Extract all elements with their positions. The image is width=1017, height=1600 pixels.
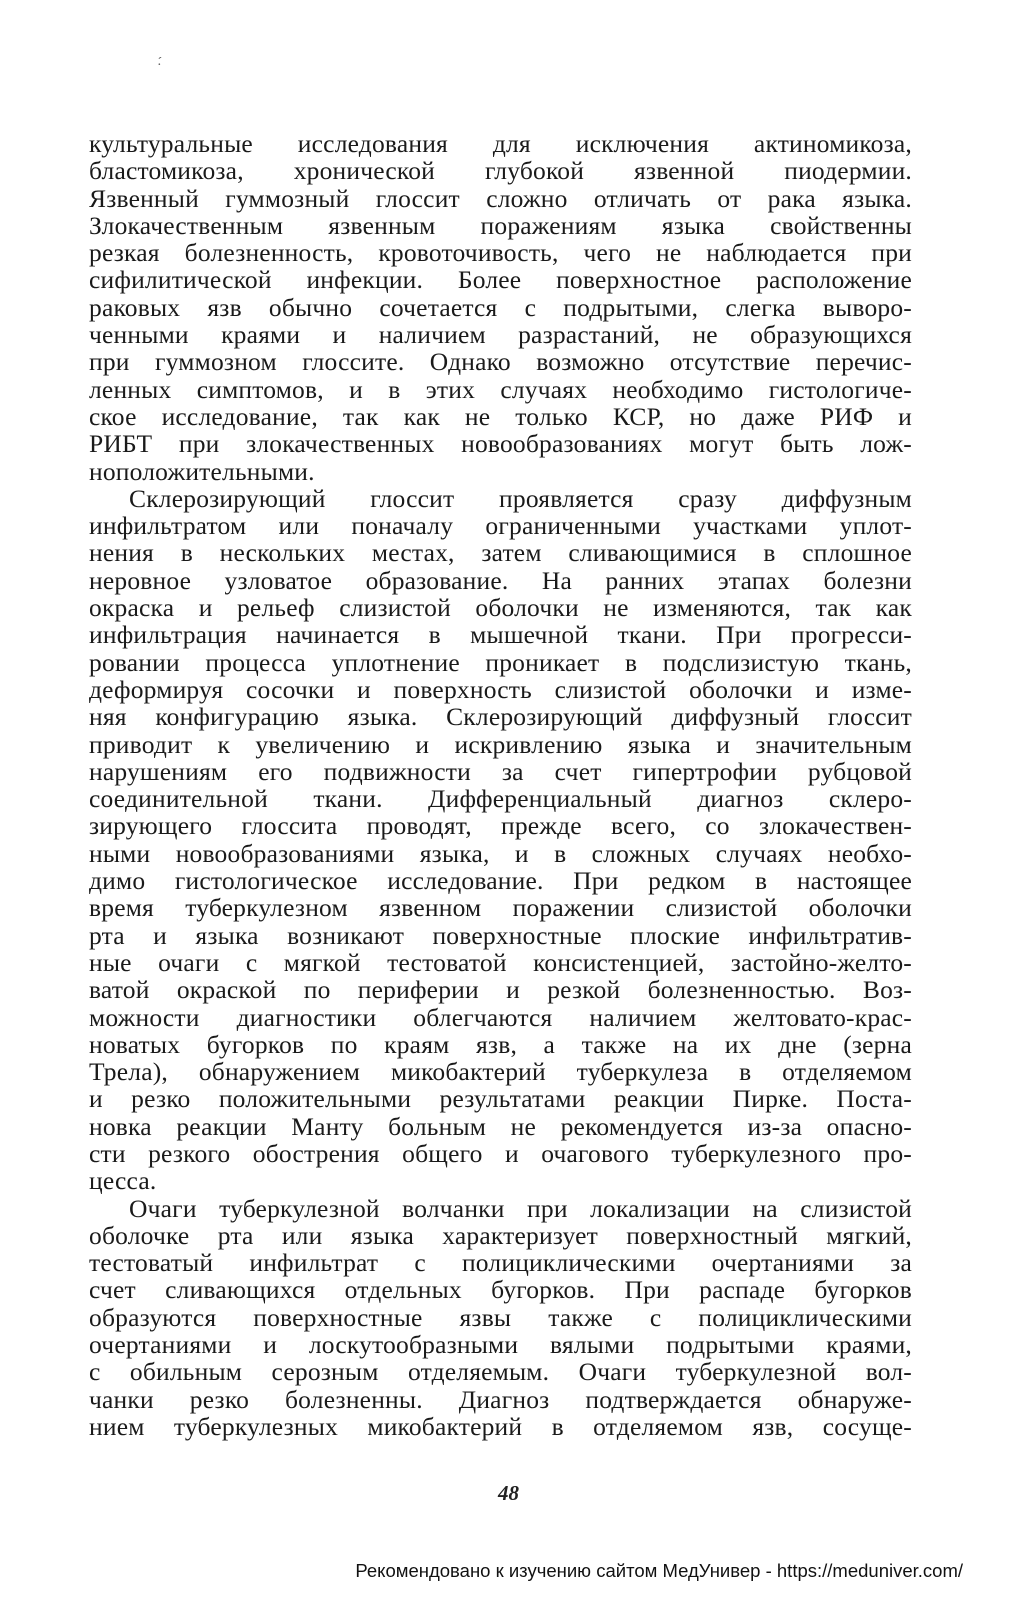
text-line: рта и языка возникают поверхностные плоские инфильтратив- (89, 920, 912, 950)
text-line: чанки резко болезненны. Диагноз подтверждается обнаруже- (89, 1384, 912, 1414)
text-line: бластомикоза, хронической глубокой язвенной пиодермии. (89, 156, 912, 186)
text-line: ватой окраской по периферии и резкой болезненностью. Воз- (89, 975, 912, 1005)
text-line: можности диагностики облегчаются наличием желтовато-крас- (89, 1002, 912, 1032)
text-line: тестоватый инфильтрат с полициклическими очертаниями за (89, 1248, 912, 1278)
text-line: Склерозирующий глоссит проявляется сразу диффузным (129, 483, 912, 513)
text-line: с обильным серозным отделяемым. Очаги туберкулезной вол- (89, 1357, 912, 1387)
paragraph-2 (89, 485, 912, 1195)
paragraph-3 (89, 1195, 912, 1441)
text-line: новатых бугорков по краям язв, а также на их дне (зерна (89, 1029, 912, 1059)
text-line: нарушениям его подвижности за счет гипертрофии рубцовой (89, 756, 912, 786)
text-line: окраска и рельеф слизистой оболочки не изменяются, так как (89, 593, 912, 623)
text-line: культуральные исследования для исключения актиномикоза, (89, 129, 912, 158)
page-number: 48 (498, 1481, 519, 1505)
text-line: Язвенный гуммозный глоссит сложно отличать от рака языка. (89, 183, 912, 213)
text-line: инфильтратом или поначалу ограниченными участками уплот- (89, 511, 912, 541)
text-line: Трела), обнаружением микобактерий туберкулеза в отделяемом (89, 1057, 912, 1087)
body-text (89, 130, 912, 1440)
text-line: резкая болезненность, кровоточивость, чего не наблюдается при (89, 238, 912, 268)
text-line: ноположительными. (89, 456, 315, 486)
text-line: Очаги туберкулезной волчанки при локализации на слизистой (129, 1193, 912, 1223)
text-line: Злокачественным язвенным поражениям языка свойственны (89, 210, 912, 240)
text-line: нием туберкулезных микобактерий в отделяемом язв, сосуще- (89, 1411, 912, 1441)
text-line: раковых язв обычно сочетается с подрытыми, слегка выворо- (89, 292, 912, 322)
text-line: очертаниями и лоскутообразными вялыми подрытыми краями, (89, 1330, 912, 1360)
text-line: деформируя сосочки и поверхность слизистой оболочки и изме- (89, 674, 912, 704)
text-line: неровное узловатое образование. На ранних этапах болезни (89, 565, 912, 595)
text-line: ское исследование, так как не только КСР, но даже РИФ и (89, 401, 912, 431)
text-line: счет сливающихся отдельных бугорков. При распаде бугорков (89, 1275, 912, 1305)
text-line: инфильтрация начинается в мышечной ткани. При прогресси- (89, 620, 912, 650)
text-line: приводит к увеличению и искривлению языка и значительным (89, 729, 912, 759)
text-line: ленных симптомов, и в этих случаях необходимо гистологиче- (89, 374, 912, 404)
text-line: и резко положительными результатами реакции Пирке. Поста- (89, 1084, 912, 1114)
text-line: РИБТ при злокачественных новообразованиях могут быть лож- (89, 429, 912, 459)
text-line: сти резкого обострения общего и очагового туберкулезного про- (89, 1138, 912, 1168)
text-line: сифилитической инфекции. Более поверхностное расположение (89, 265, 912, 295)
text-line: ровании процесса уплотнение проникает в подслизистую ткань, (89, 647, 912, 677)
scan-artifact-mark: ·́ (157, 58, 162, 73)
text-line: няя конфигурацию языка. Склерозирующий диффузный глоссит (89, 702, 912, 732)
text-line: оболочке рта или языка характеризует поверхностный мягкий, (89, 1220, 912, 1250)
text-line: димо гистологическое исследование. При редком в настоящее (89, 866, 912, 896)
text-line: ченными краями и наличием разрастаний, не образующихся (89, 320, 912, 350)
text-line: цесса. (89, 1166, 157, 1196)
text-line: время туберкулезном язвенном поражении слизистой оболочки (89, 893, 912, 923)
paragraph-1 (89, 130, 912, 485)
text-line: при гуммозном глоссите. Однако возможно отсутствие перечис- (89, 347, 912, 377)
text-line: зирующего глоссита проводят, прежде всего, со злокачествен- (89, 811, 912, 841)
text-line: ными новообразованиями языка, и в сложных случаях необхо- (89, 838, 912, 868)
footer-watermark[interactable]: Рекомендовано к изучению сайтом МедУнивер - https://meduniver.com/ (355, 1560, 963, 1581)
text-line: ные очаги с мягкой тестоватой консистенцией, застойно-желто- (89, 947, 912, 977)
text-line: соединительной ткани. Дифференциальный диагноз склеро- (89, 784, 912, 814)
text-line: новка реакции Манту больным не рекомендуется из-за опасно- (89, 1111, 912, 1141)
text-line: образуются поверхностные язвы также с полициклическими (89, 1302, 912, 1332)
text-line: нения в нескольких местах, затем сливающимися в сплошное (89, 538, 912, 568)
